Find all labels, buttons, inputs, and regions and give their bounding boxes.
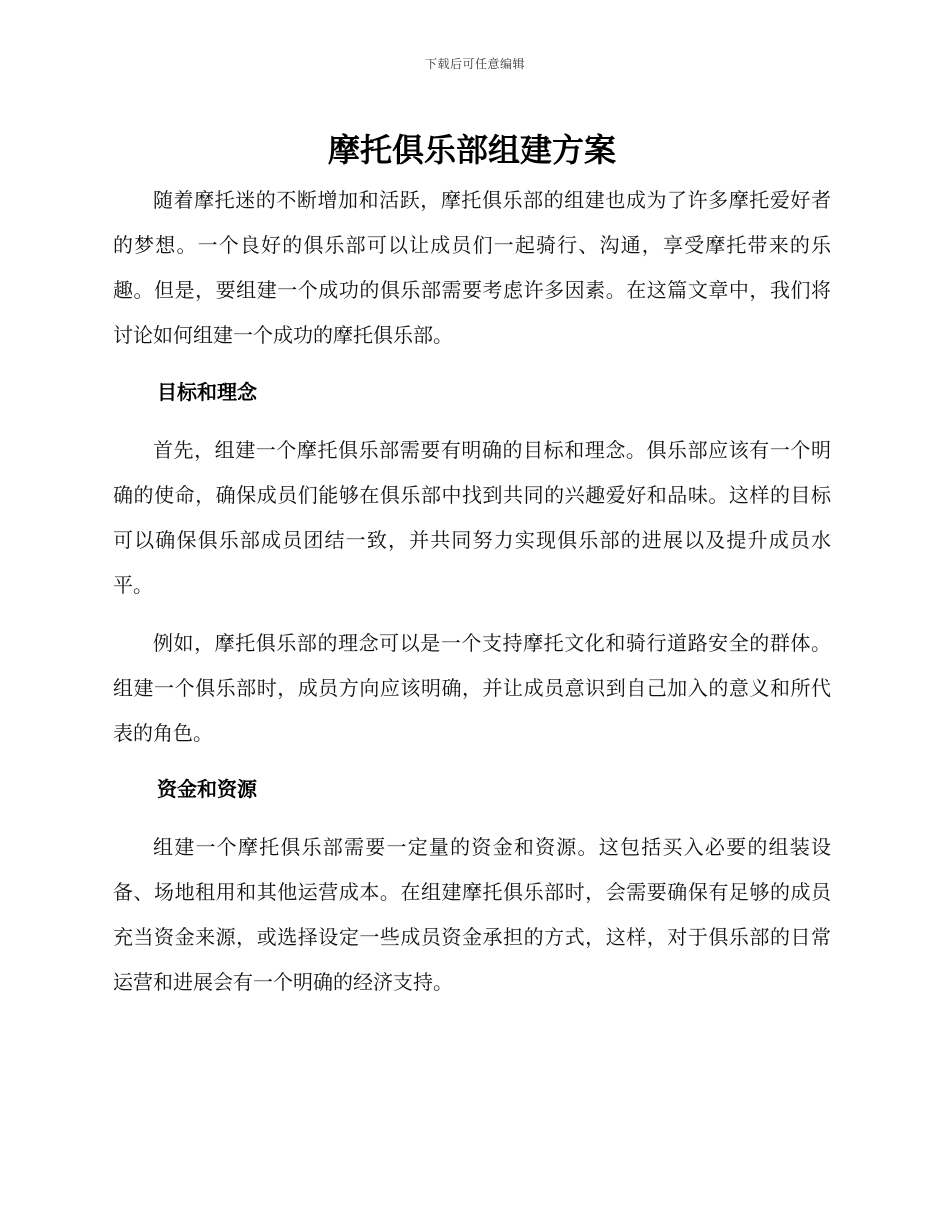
goals-paragraph-1: 首先，组建一个摩托俱乐部需要有明确的目标和理念。俱乐部应该有一个明确的使命，确保成员们能够在俱乐部中找到共同的兴趣爱好和品味。这样的目标可以确保俱乐部成员团结一致，并共同努力实现俱乐部的进展以及提升成员水平。 xyxy=(113,438,831,597)
section-heading-funding: 资金和资源 xyxy=(157,777,257,801)
section-heading-goals: 目标和理念 xyxy=(157,380,257,404)
funding-paragraph-1: 组建一个摩托俱乐部需要一定量的资金和资源。这包括买入必要的组装设备、场地租用和其他运营成本。在组建摩托俱乐部时，会需要确保有足够的成员充当资金来源，或选择设定一些成员资金承担的方式，这样，对于俱乐部的日常运营和进展会有一个明确的经济支持。 xyxy=(113,835,831,994)
header-note: 下载后可任意编辑 xyxy=(424,57,525,71)
document-body xyxy=(113,128,831,1005)
intro-paragraph: 随着摩托迷的不断增加和活跃，摩托俱乐部的组建也成为了许多摩托爱好者的梦想。一个良好的俱乐部可以让成员们一起骑行、沟通，享受摩托带来的乐趣。但是，要组建一个成功的俱乐部需要考虑许多因素。在这篇文章中，我们将讨论如何组建一个成功的摩托俱乐部。 xyxy=(113,188,831,347)
goals-paragraph-2: 例如，摩托俱乐部的理念可以是一个支持摩托文化和骑行道路安全的群体。组建一个俱乐部时，成员方向应该明确，并让成员意识到自己加入的意义和所代表的角色。 xyxy=(113,631,831,745)
document-title: 摩托俱乐部组建方案 xyxy=(327,131,616,169)
